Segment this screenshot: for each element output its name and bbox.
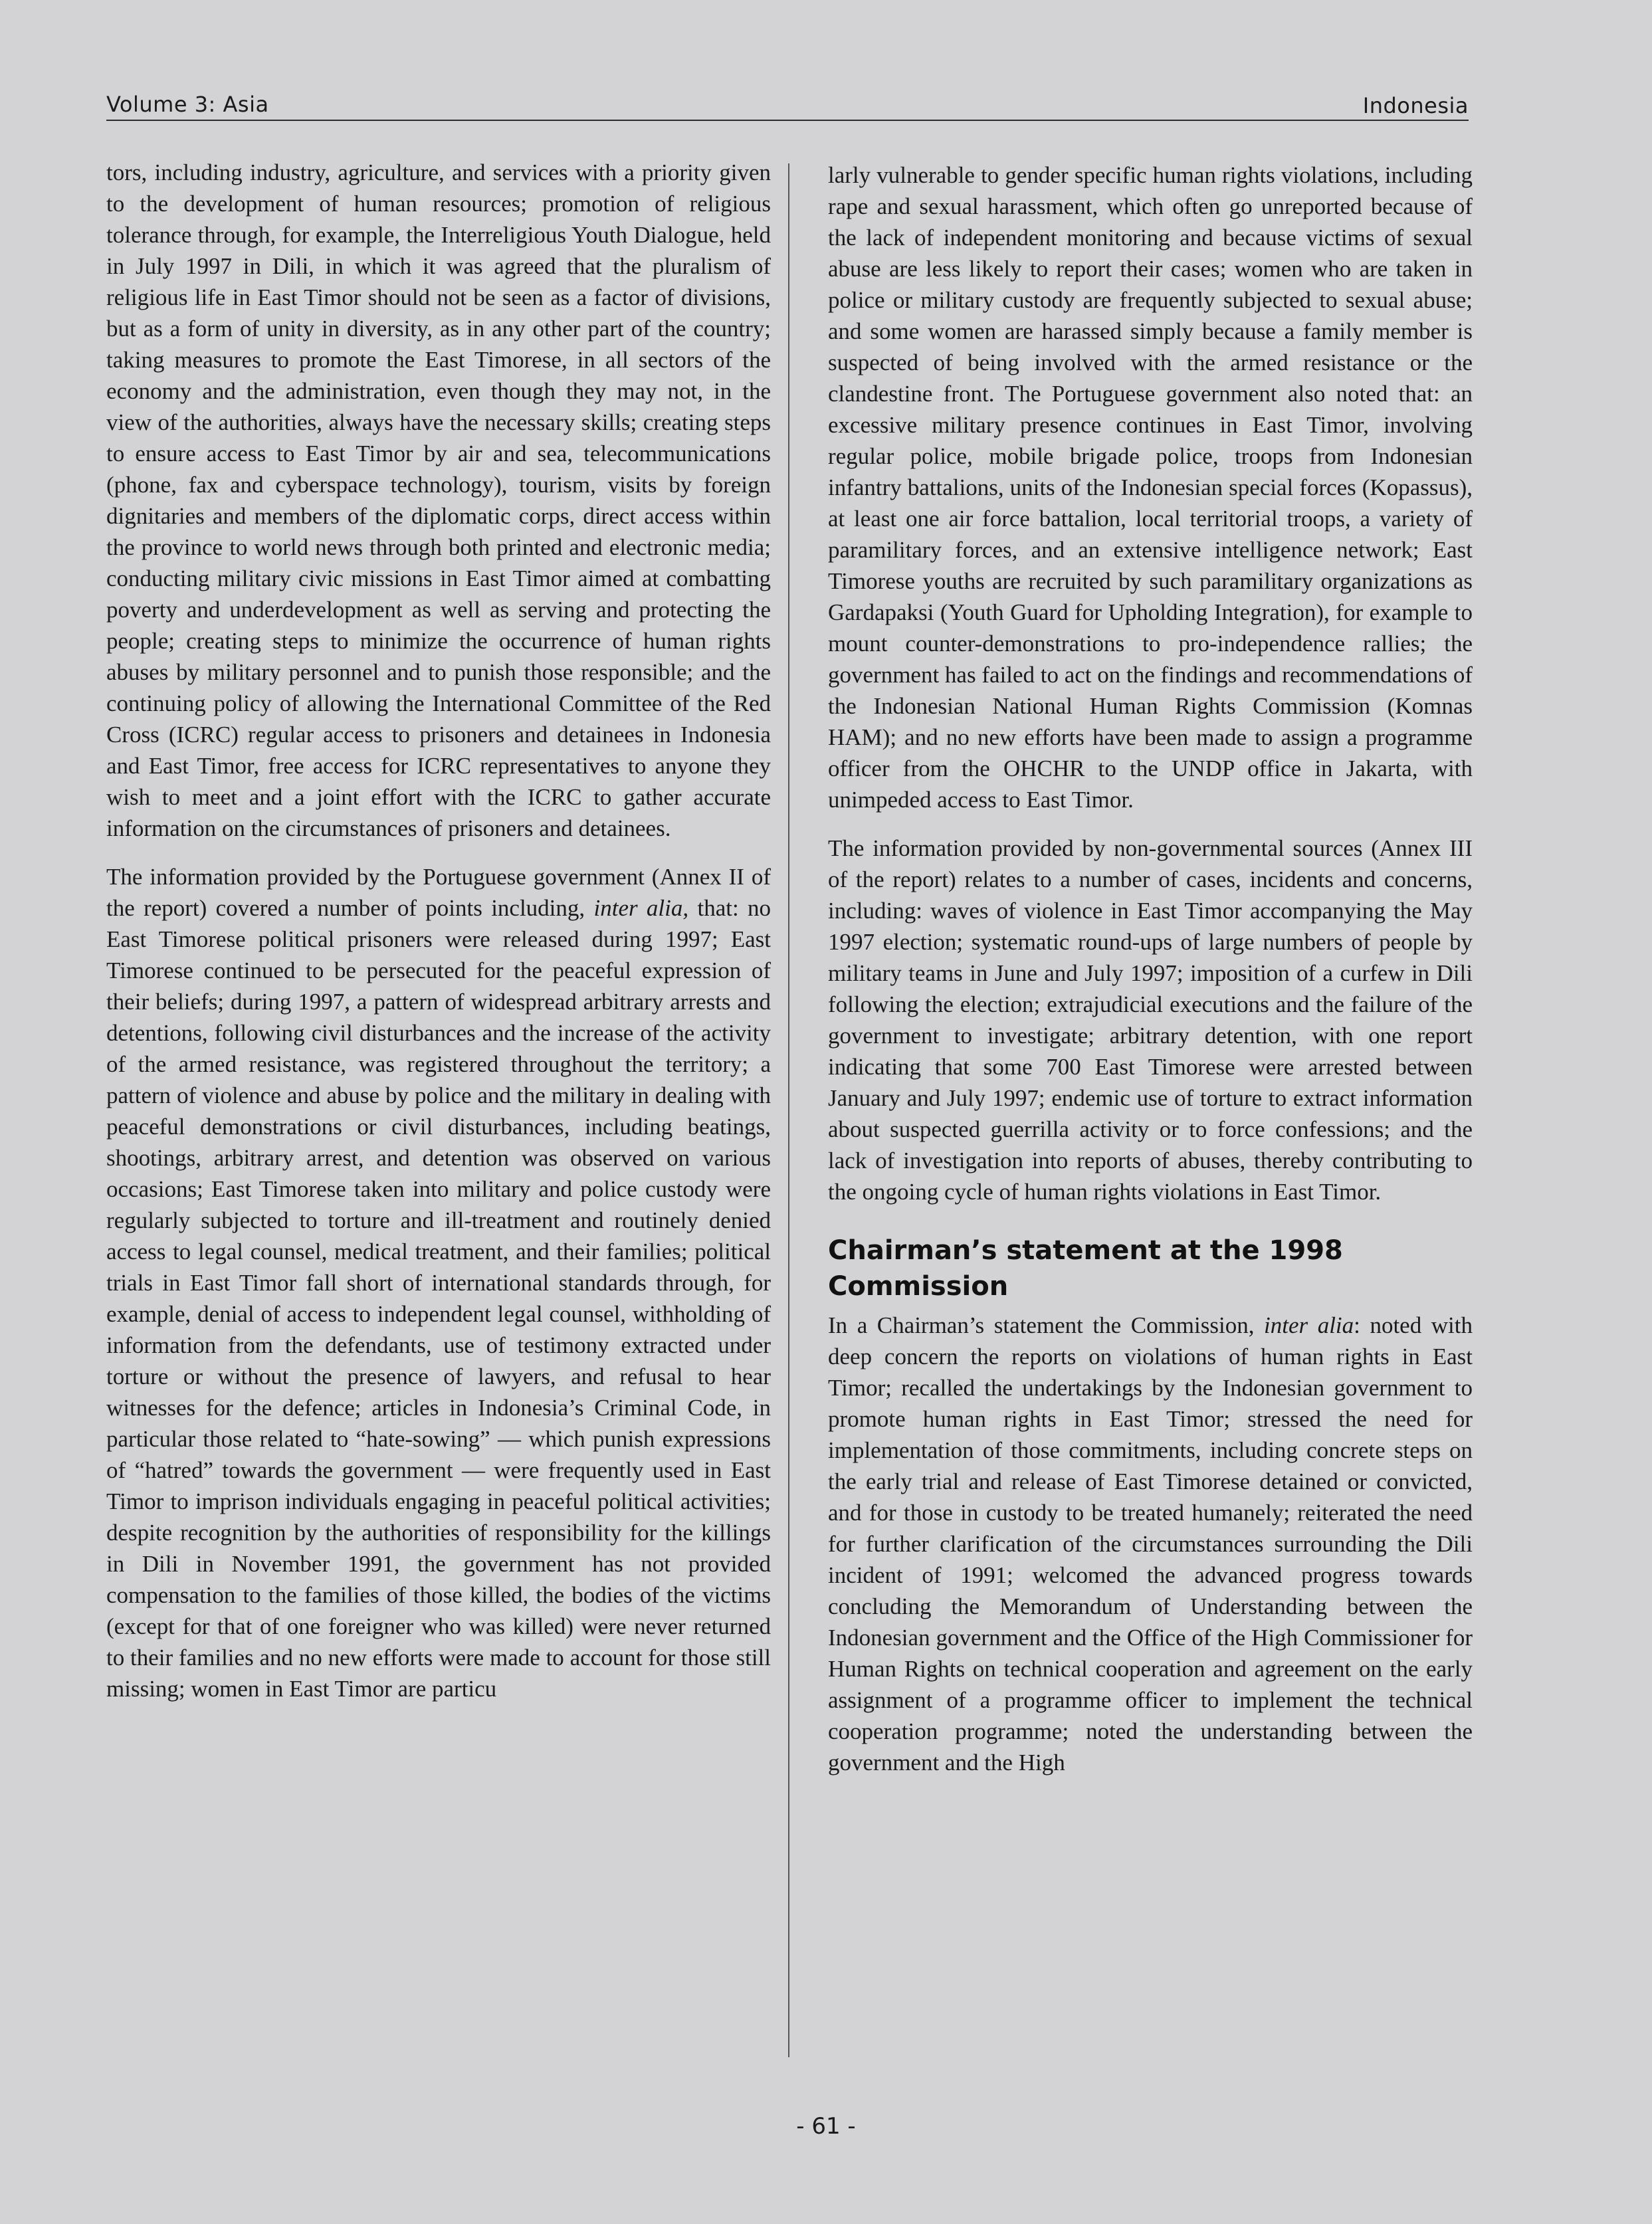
country-label: Indonesia <box>1362 93 1469 118</box>
paragraph: The information provided by non-governmental sources (Annex III of the report) relates to a number of cases, incidents and concerns, including: waves of violence in East Timor accompanying the May 1997 election; systematic round-ups of large numbers of people by military teams in June and July 1997; imposition of a curfew in Dili following the election; extrajudicial executions and the failure of the government to investigate; arbitrary detention, with one report indicating that some 700 East Timorese were arrested between January and July 1997; endemic use of torture to extract information about suspected guerrilla activity or to force confessions; and the lack of investigation into reports of abuses, thereby contributing to the ongoing cycle of human rights violations in East Timor. <box>828 835 1473 1205</box>
paragraph <box>828 1310 1473 1778</box>
left-column <box>106 157 771 1704</box>
header-rule <box>106 120 1469 121</box>
section-heading: Chairman’s statement at the 1998 Commission <box>828 1235 1343 1302</box>
paragraph-text: : noted with deep concern the reports on violations of human rights in East Timor; recalled the undertakings by the Indonesian government to promote human rights in East Timor; stressed the need for implementation of those commitments, including concrete steps on the early trial and release of East Timorese detained or convicted, and for those in custody to be treated humanely; reiterated the need for further clarification of the circumstances surrounding the Dili incident of 1991; welcomed the advanced progress towards concluding the Memorandum of Understanding between the Indonesian government and the Office of the High Commissioner for Human Rights on technical cooperation and agreement on the early assignment of a programme officer to implement the technical cooperation programme; noted the understanding between the government and the High <box>828 1312 1473 1775</box>
paragraph: tors, including industry, agriculture, and services with a priority given to the development of human resources; promotion of religious tolerance through, for example, the Interreligious Youth Dialogue, held in July 1997 in Dili, in which it was agreed that the pluralism of religious life in East Timor should not be seen as a factor of divisions, but as a form of unity in diversity, as in any other part of the country; taking measures to promote the East Timorese, in all sectors of the economy and the administration, even though they may not, in the view of the authorities, always have the necessary skills; creating steps to ensure access to East Timor by air and sea, telecommunications (phone, fax and cyberspace technology), tourism, visits by foreign dignitaries and members of the diplomatic corps, direct access within the province to world news through both printed and electronic media; conducting military civic missions in East Timor aimed at combatting poverty and underdevelopment as well as serving and protecting the people; creating steps to minimize the occurrence of human rights abuses by military personnel and to punish those responsible; and the continuing policy of allowing the International Committee of the Red Cross (ICRC) regular access to prisoners and detainees in Indonesia and East Timor, free access for ICRC representatives to anyone they wish to meet and a joint effort with the ICRC to gather accurate information on the circumstances of prisoners and detainees. <box>106 159 771 841</box>
column-divider <box>788 163 789 2057</box>
emphasis: inter alia, <box>593 895 689 921</box>
volume-label: Volume 3: Asia <box>106 92 269 117</box>
emphasis: inter alia <box>1264 1312 1354 1338</box>
page-number: - 61 - <box>796 2113 856 2140</box>
paragraph-text: that: no East Timorese political prisoners were released during 1997; East Timorese continued to be persecuted for the peaceful expression of their beliefs; during 1997, a pattern of widespread arbitrary arrests and detentions, following civil disturbances and the increase of the activity of the armed resistance, was registered throughout the territory; a pattern of violence and abuse by police and the military in dealing with peaceful demonstrations or civil disturbances, including beatings, shootings, arbitrary arrest, and detention was observed on various occasions; East Timorese taken into military and police custody were regularly subjected to torture and ill-treatment and routinely denied access to legal counsel, medical treatment, and their families; political trials in East Timor fall short of international standards through, for example, denial of access to independent legal counsel, withholding of information from the defendants, use of testimony extracted under torture or without the presence of lawyers, and refusal to hear witnesses for the defence; articles in Indonesia’s Criminal Code, in particular those related to “hate-sowing” — which punish expressions of “hatred” towards the government — were frequently used in East Timor to imprison individuals engaging in peaceful political activities; despite recognition by the authorities of responsibility for the killings in Dili in November 1991, the government has not provided compensation to the families of those killed, the bodies of the victims (except for that of one foreigner who was killed) were never returned to their families and no new efforts were made to account for those still missing; women in East Timor are particu <box>106 895 772 1702</box>
paragraph-text: The information provided by the Portuguese government (Annex II of the report) covered a number of points including, <box>106 864 771 921</box>
paragraph-text: In a Chairman’s statement the Commission, <box>828 1312 1265 1338</box>
running-head <box>106 86 1469 121</box>
paragraph: larly vulnerable to gender specific human rights violations, including rape and sexual harassment, which often go unreported because of the lack of independent monitoring and because victims of sexual abuse are less likely to report their cases; women who are taken in police or military custody are frequently subjected to sexual abuse; and some women are harassed simply because a family member is suspected of being involved with the armed resistance or the clandestine front. The Portuguese government also noted that: an excessive military presence continues in East Timor, involving regular police, mobile brigade police, troops from Indonesian infantry battalions, units of the Indonesian special forces (Kopassus), at least one air force battalion, local territorial troops, a variety of paramilitary forces, and an extensive intelligence network; East Timorese youths are recruited by such paramilitary organizations as Gardapaksi (Youth Guard for Upholding Integration), for example to mount counter-demonstrations to pro-independence rallies; the government has failed to act on the findings and recommendations of the Indonesian National Human Rights Commission (Komnas HAM); and no new efforts have been made to assign a programme officer from the OHCHR to the UNDP office in Jakarta, with unimpeded access to East Timor. <box>828 162 1473 813</box>
right-column <box>828 159 1473 1778</box>
paragraph <box>106 861 771 1704</box>
